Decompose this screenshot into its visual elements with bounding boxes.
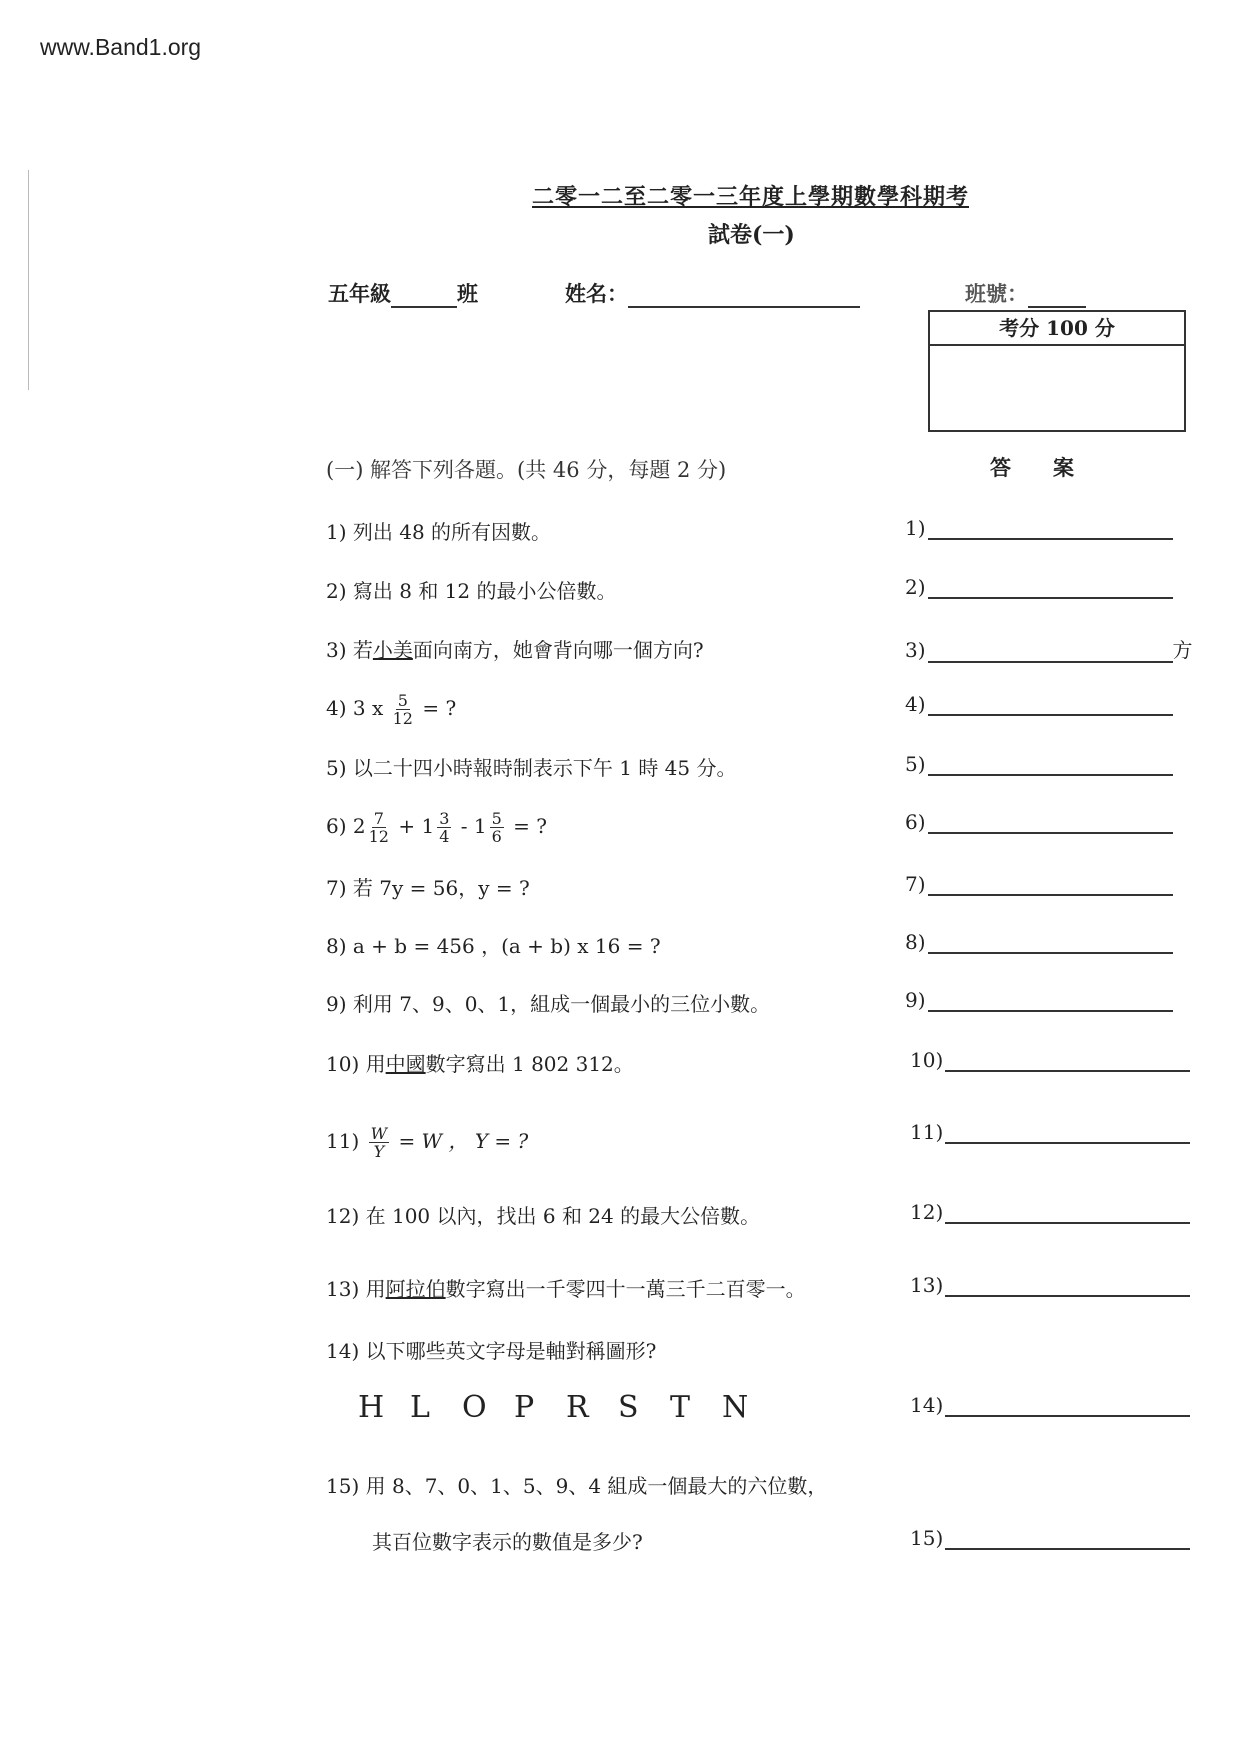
question-number: 4) xyxy=(326,696,347,720)
answer-blank[interactable] xyxy=(928,661,1173,663)
question-number: 15) xyxy=(326,1474,360,1498)
answer-blank[interactable] xyxy=(945,1295,1190,1297)
question-number: 3) xyxy=(326,638,347,662)
question-1: 1) 列出 48 的所有因數。 xyxy=(326,520,552,544)
answer-line-13: 13) xyxy=(910,1273,1190,1297)
question-12: 12) 在 100 以內，找出 6 和 24 的最大公倍數。 xyxy=(326,1204,761,1228)
answer-line-12: 12) xyxy=(910,1200,1190,1224)
question-14: 14) 以下哪些英文字母是軸對稱圖形? xyxy=(326,1339,657,1363)
name-blank[interactable] xyxy=(628,306,860,308)
grade-class-field: 五年級 班 xyxy=(328,281,478,306)
question-number: 8) xyxy=(326,934,347,958)
question-number: 9) xyxy=(326,992,347,1016)
letter: H xyxy=(358,1390,385,1425)
question-number: 1) xyxy=(326,520,347,544)
answer-blank[interactable] xyxy=(928,774,1173,776)
number-blank[interactable] xyxy=(1028,306,1086,308)
section-title: (一) 解答下列各題。(共 46 分，每題 2 分) xyxy=(326,458,727,482)
question-number: 12) xyxy=(326,1204,360,1228)
answer-line-14: 14) xyxy=(910,1393,1190,1417)
answer-blank[interactable] xyxy=(945,1415,1190,1417)
question-7: 7) 若 7y = 56，y = ? xyxy=(326,876,530,900)
answer-line-3: 3) 方 xyxy=(905,638,1193,662)
answer-blank[interactable] xyxy=(928,894,1173,896)
letter: T xyxy=(670,1390,691,1425)
answer-line-11: 11) xyxy=(910,1120,1190,1144)
question-9: 9) 利用 7、9、0、1，組成一個最小的三位小數。 xyxy=(326,992,771,1016)
question-10: 10) 用中國數字寫出 1 802 312。 xyxy=(326,1052,634,1076)
question-11: 11) $\frac{W}{Y}$ = W ， Y = ? xyxy=(326,1124,529,1161)
answer-line-8: 8) xyxy=(905,930,1173,954)
question-8: 8) a + b = 456 ，(a + b) x 16 = ? xyxy=(326,934,661,958)
answer-line-7: 7) xyxy=(905,872,1173,896)
answer-blank[interactable] xyxy=(945,1548,1190,1550)
letter: S xyxy=(618,1390,639,1425)
answer-line-1: 1) xyxy=(905,516,1173,540)
letter: O xyxy=(462,1390,487,1425)
answer-blank[interactable] xyxy=(928,538,1173,540)
answer-blank[interactable] xyxy=(928,714,1173,716)
fraction: $\frac{5}{12}$ xyxy=(392,691,413,728)
question-13: 13) 用阿拉伯數字寫出一千零四十一萬三千二百零一。 xyxy=(326,1277,806,1301)
question-number: 14) xyxy=(326,1339,360,1363)
letter: P xyxy=(514,1390,535,1425)
question-number: 5) xyxy=(326,756,347,780)
question-number: 6) xyxy=(326,814,347,838)
score-box xyxy=(928,310,1186,432)
proper-noun: 小美 xyxy=(372,638,413,662)
question-15-line2: 其百位數字表示的數值是多少? xyxy=(372,1530,643,1554)
question-6: 6) 2 $\frac{7}{12}$ + 1 $\frac{3}{4}$ - 1 $\frac{5}{6}$ = ? xyxy=(326,809,547,846)
question-15: 15) 用 8、7、0、1、5、9、4 組成一個最大的六位數， xyxy=(326,1474,828,1498)
scan-edge-line xyxy=(28,170,29,390)
letter: R xyxy=(566,1390,589,1425)
answer-blank[interactable] xyxy=(928,1010,1173,1012)
answer-line-5: 5) xyxy=(905,752,1173,776)
answer-line-15: 15) xyxy=(910,1526,1190,1550)
answer-blank[interactable] xyxy=(928,597,1173,599)
question-number: 7) xyxy=(326,876,347,900)
letter: N xyxy=(722,1390,749,1425)
question-5: 5) 以二十四小時報時制表示下午 1 時 45 分。 xyxy=(326,756,737,780)
watermark: www.Band1.org xyxy=(40,34,202,60)
fraction: $\frac{W}{Y}$ xyxy=(370,1124,388,1161)
question-number: 2) xyxy=(326,579,347,603)
answer-blank[interactable] xyxy=(945,1222,1190,1224)
answer-line-6: 6) xyxy=(905,810,1173,834)
class-blank[interactable] xyxy=(391,306,457,308)
answer-blank[interactable] xyxy=(928,832,1173,834)
question-3: 3) 若小美面向南方，她會背向哪一個方向? xyxy=(326,638,704,662)
question-number: 13) xyxy=(326,1277,360,1301)
answer-line-10: 10) xyxy=(910,1048,1190,1072)
exam-title: 二零一二至二零一三年度上學期數學科期考 xyxy=(532,184,970,210)
letter-list xyxy=(358,1390,774,1425)
letter: L xyxy=(410,1390,430,1425)
proper-noun: 阿拉伯 xyxy=(385,1277,446,1301)
answer-line-2: 2) xyxy=(905,575,1173,599)
question-number: 11) xyxy=(326,1129,360,1153)
answer-line-4: 4) xyxy=(905,692,1173,716)
number-field: 班號： xyxy=(965,278,1086,308)
question-2: 2) 寫出 8 和 12 的最小公倍數。 xyxy=(326,579,617,603)
question-number: 10) xyxy=(326,1052,360,1076)
answer-line-9: 9) xyxy=(905,988,1173,1012)
answer-blank[interactable] xyxy=(928,952,1173,954)
name-field: 姓名： xyxy=(565,278,860,308)
proper-noun: 中國 xyxy=(385,1052,426,1076)
answer-heading: 答 案 xyxy=(990,455,1074,480)
paper-subtitle: 試卷(一) xyxy=(708,222,795,248)
question-4: 4) 3 x $\frac{5}{12}$ = ? xyxy=(326,691,457,728)
score-label: 考分 100 分 xyxy=(930,312,1184,346)
answer-blank[interactable] xyxy=(945,1070,1190,1072)
answer-blank[interactable] xyxy=(945,1142,1190,1144)
